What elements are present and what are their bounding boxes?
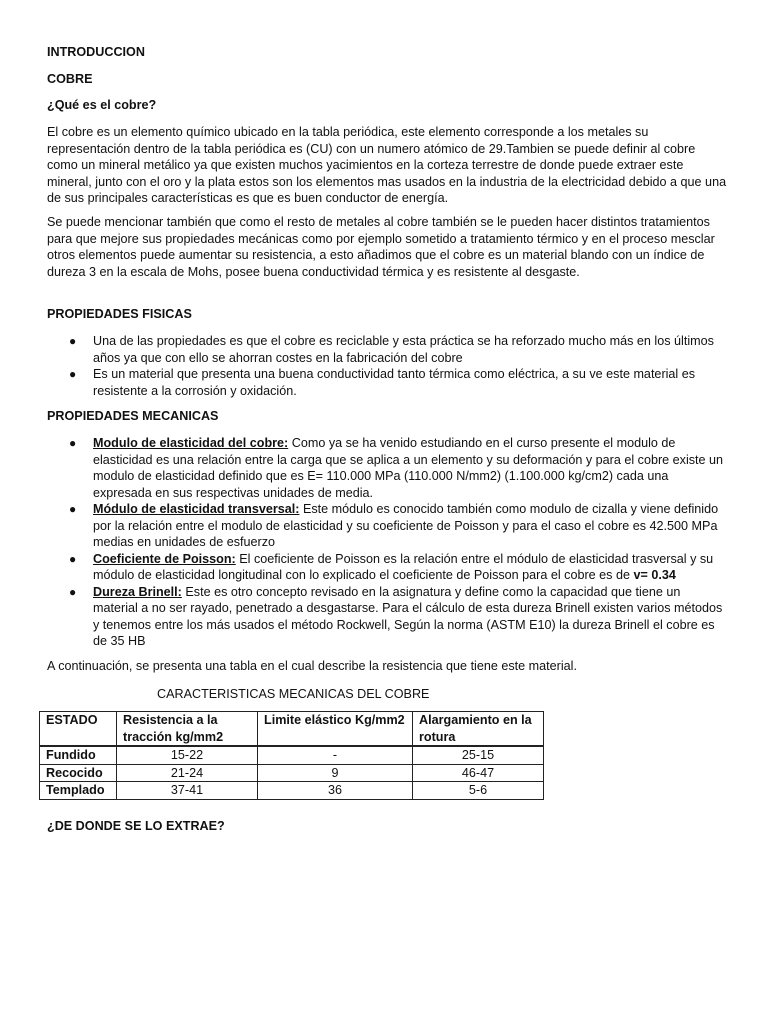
list-item: ● Módulo de elasticidad transversal: Este módulo es conocido también como modulo de cizalla y viene definido por la relación entre el modulo de elasticidad y su coeficiente de Poisson y para el caso el cobre es 42.500 MPa medias en unidades de esfuerzo [69,502,719,549]
table-cell: 37-41 [117,782,258,800]
data-table [39,711,544,800]
list-propiedades-fisicas [47,333,727,399]
bullet-icon: ● [69,551,77,566]
question-que-es: ¿Qué es el cobre? [47,98,157,112]
bullet-icon: ● [69,584,77,599]
list-item: ● Coeficiente de Poisson: El coeficiente de Poisson es la relación entre el módulo de elasticidad trasversal y su módulo de elasticidad longitudinal con lo explicado el coeficiente de Poisson para el cobre es de v= 0.34 [69,551,714,582]
list-propiedades-mecanicas [47,435,727,650]
paragraph-tratamientos: Se puede mencionar también que como el resto de metales al cobre también se le pueden hacer distintos tratamientos para que mejore sus propiedades mecánicas como por ejemplo sometido a tratamiento térmico y en el proceso mesclar otros elementos puede aumentar su resistencia, a esto añadimos que el cobre es un material blando con un índice de dureza 3 en la escala de Mohs, posee buena conductividad térmica y es resistente al desgaste. [47,215,715,279]
table-row [40,782,544,800]
heading-cobre: COBRE [47,72,93,86]
table-row [40,764,544,782]
bullet-icon: ● [69,436,77,450]
column-header: Resistencia a la tracción kg/mm2 [117,712,258,747]
table-cell: 25-15 [413,746,544,764]
heading-introduccion: INTRODUCCION [47,45,145,59]
table-row [40,746,544,764]
bullet-icon: ● [69,367,77,381]
paragraph-definicion: El cobre es un elemento químico ubicado en la tabla periódica, este elemento corresponde a los metales su representación dentro de la tabla periódica es (CU) con un numero atómico de 29.Tambien se puede definir al cobre como un mineral metálico ya que existen muchos yacimientos en la corteza terrestre de donde puede extraer este mineral, junto con el oro y la plata estos son los elementos mas usados en la industria de la electricidad debido a que una de sus principales características es que es buen conductor de energía. [47,125,727,205]
paragraph-intro-tabla: A continuación, se presenta una tabla en el cual describe la resistencia que tiene este material. [47,659,577,673]
bullet-icon: ● [69,502,77,516]
table-cell: 5-6 [413,782,544,800]
heading-propiedades-fisicas: PROPIEDADES FISICAS [47,307,192,321]
table-cell: Templado [40,782,117,800]
table-cell: Fundido [40,746,117,764]
list-item: ● Es un material que presenta una buena conductividad tanto térmica como eléctrica, a su ve este material es resistente a la corrosión y oxidación. [69,367,696,398]
list-item: ● Una de las propiedades es que el cobre es reciclable y esta práctica se ha reforzado mucho más en los últimos años ya que con ello se ahorran costes en la fabricación del cobre [69,334,714,365]
question-de-donde: ¿DE DONDE SE LO EXTRAE? [47,819,225,833]
table-header-row [40,712,544,747]
heading-propiedades-mecanicas: PROPIEDADES MECANICAS [47,409,219,423]
table-title: CARACTERISTICAS MECANICAS DEL COBRE [157,687,430,701]
table-cell: Recocido [40,764,117,782]
list-item: ● Modulo de elasticidad del cobre: Como ya se ha venido estudiando en el curso presente el modulo de elasticidad es una relación entre la carga que se aplica a un elemento y su deformación y para el cobre existe un modulo de elasticidad definido que es E= 110.000 MPa (110.000 N/mm2) (1.100.000 kg/cm2) cada una expresada en sus respectivas unidades de media. [69,436,724,500]
column-header: ESTADO [40,712,117,747]
list-item: ● Dureza Brinell: Este es otro concepto revisado en la asignatura y define como la capacidad que tiene un material a no ser rayado, penetrado a desgastarse. Para el cálculo de esta dureza Brinell existen varios métodos y tenemos entre los más usados el método Rockwell, Según la norma (ASTM E10) la dureza Brinell el cobre es de 35 HB [69,584,723,648]
table-cell: 21-24 [117,764,258,782]
column-header: Limite elástico Kg/mm2 [258,712,413,747]
table-cell: 9 [258,764,413,782]
table-cell: 46-47 [413,764,544,782]
table-cell: - [258,746,413,764]
column-header: Alargamiento en la rotura [413,712,544,747]
table-cell: 36 [258,782,413,800]
bullet-icon: ● [69,334,77,348]
table-cell: 15-22 [117,746,258,764]
